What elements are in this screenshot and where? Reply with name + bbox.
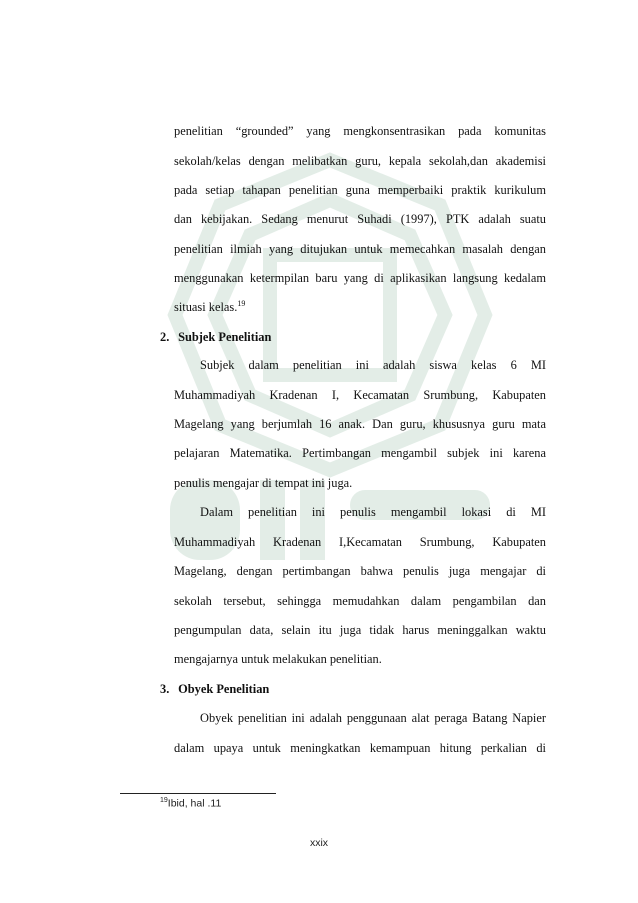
text-line: sekolah tersebut, sehingga memudahkan dalam pengambilan dan (174, 594, 546, 608)
text-line: Magelang yang berjumlah 16 anak. Dan guru, khususnya guru mata (174, 417, 546, 431)
section-title: Obyek Penelitian (178, 682, 270, 696)
text-line: pelajaran Matematika. Pertimbangan mengambil subjek ini karena (174, 446, 546, 460)
text-line: penulis mengajar di tempat ini juga. (174, 476, 353, 490)
text-line: pengumpulan data, selain itu juga tidak harus meninggalkan waktu (174, 623, 546, 637)
text-line: Muhammadiyah Kradenan I,Kecamatan Srumbung, Kabupaten (174, 535, 546, 549)
section-number: 2. (160, 330, 170, 344)
footnote-separator (120, 793, 276, 794)
text-fragment: situasi kelas. (174, 300, 238, 314)
footnote (160, 797, 221, 810)
text-line: menggunakan ketermpilan baru yang di aplikasikan langsung kedalam (174, 271, 546, 285)
section-heading-obyek (160, 681, 269, 697)
footnote-number: 19 (160, 797, 168, 804)
text-line: penelitian “grounded” yang mengkonsentrasikan pada komunitas (174, 124, 546, 138)
section-title: Subjek Penelitian (178, 330, 272, 344)
text-line: Subjek dalam penelitian ini adalah siswa kelas 6 MI (200, 358, 546, 372)
page-number: xxix (309, 837, 329, 849)
text-line: Dalam penelitian ini penulis mengambil lokasi di MI (200, 505, 546, 519)
text-line: penelitian ilmiah yang ditujukan untuk memecahkan masalah dengan (174, 242, 546, 256)
text-line: dan kebijakan. Sedang menurut Suhadi (1997), PTK adalah suatu (174, 212, 546, 226)
footnote-text: Ibid, hal .11 (167, 797, 222, 810)
text-line: sekolah/kelas dengan melibatkan guru, kepala sekolah,dan akademisi (174, 154, 546, 168)
text-line: Magelang, dengan pertimbangan bahwa penulis juga mengajar di (174, 564, 546, 578)
text-line: dalam upaya untuk meningkatkan kemampuan hitung perkalian di (174, 741, 546, 755)
text-line: pada setiap tahapan penelitian guna memperbaiki praktik kurikulum (174, 183, 546, 197)
footnote-reference[interactable]: 19 (237, 298, 246, 308)
section-heading-subjek (160, 329, 271, 345)
text-line: Obyek penelitian ini adalah penggunaan alat peraga Batang Napier (200, 711, 546, 725)
text-line-with-footnote (174, 299, 546, 315)
text-line: mengajarnya untuk melakukan penelitian. (174, 652, 382, 666)
section-number: 3. (160, 682, 170, 696)
text-line: Muhammadiyah Kradenan I, Kecamatan Srumbung, Kabupaten (174, 388, 546, 402)
